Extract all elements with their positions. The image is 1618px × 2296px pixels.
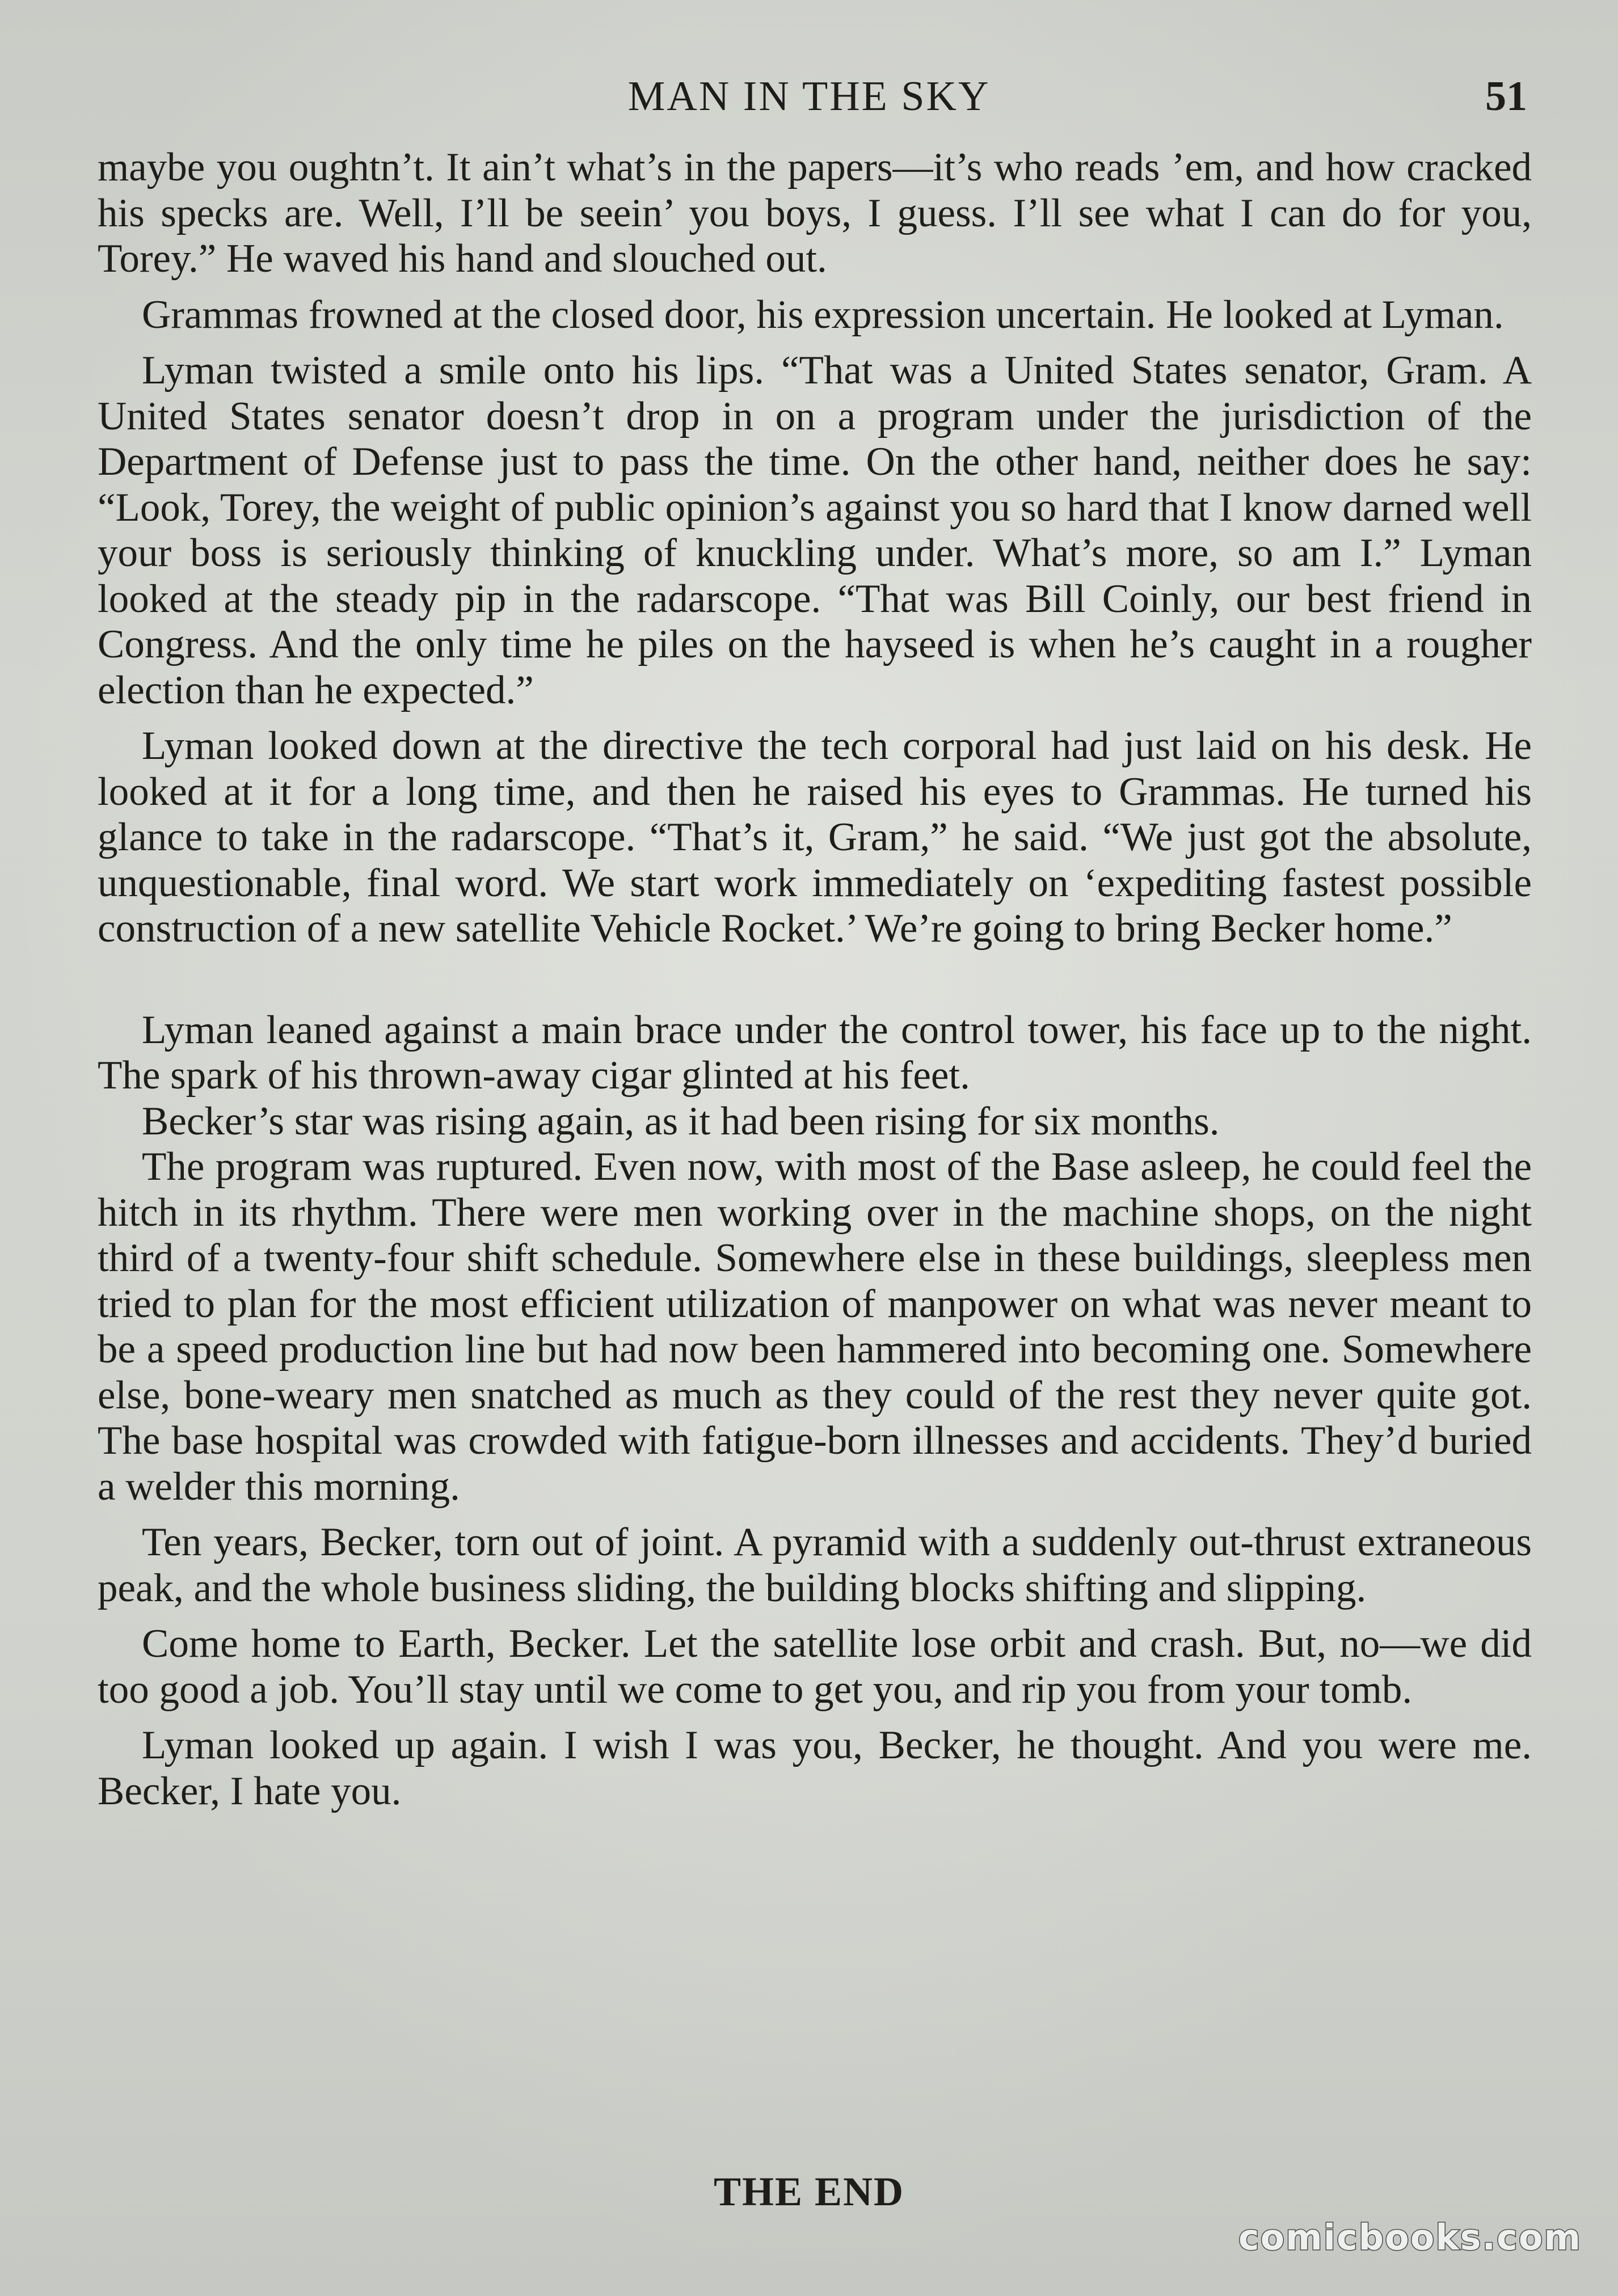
- paragraph-4: Lyman looked down at the directive the tech corporal had just laid on his desk. He looked at it for a long time, and then he raised his eyes to Grammas. He turned his glance to take in the radarscope. “That’s it, Gram,” he said. “We just got the absolute, unquestionable, final word. We start work immediately on ‘expediting fastest possible construction of a new satellite Vehicle Rocket.’ We’re going to bring Becker home.”: [98, 724, 1532, 951]
- paragraph-2: Grammas frowned at the closed door, his expression uncertain. He looked at Lyman.: [142, 292, 1504, 337]
- running-title: MAN IN THE SKY: [627, 73, 991, 120]
- paragraph-10: Lyman looked up again. I wish I was you, Becker, he thought. And you were me. Becker, I hate you.: [98, 1723, 1532, 1813]
- page-header: [0, 73, 1618, 124]
- paragraph-5: Lyman leaned against a main brace under the control tower, his face up to the night. The spark of his thrown-away cigar glinted at his feet.: [98, 1007, 1532, 1098]
- story-text: [98, 145, 1532, 1824]
- paragraph-6: Becker’s star was rising again, as it had been rising for six months.: [142, 1099, 1220, 1143]
- paragraph-3: Lyman twisted a smile onto his lips. “That was a United States senator, Gram. A United States senator doesn’t drop in on a program under the jurisdiction of the Department of Defense just to pass the time. On the other hand, neither does he say: “Look, Torey, the weight of public opinion’s against you so hard that I know darned well your boss is seriously thinking of knuckling under. What’s more, so am I.” Lyman looked at the steady pip in the radarscope. “That was Bill Coinly, our best friend in Congress. And the only time he piles on the hayseed is when he’s caught in a rougher election than he expected.”: [98, 348, 1532, 712]
- site-watermark: comicbooks.com: [1238, 2217, 1582, 2258]
- paragraph-9: Come home to Earth, Becker. Let the satellite lose orbit and crash. But, no—we did too good a job. You’ll stay until we come to get you, and rip you from your tomb.: [98, 1622, 1532, 1712]
- section-break: [98, 962, 1532, 1007]
- page-number: 51: [1485, 73, 1527, 120]
- paragraph-1: maybe you oughtn’t. It ain’t what’s in the papers—it’s who reads ’em, and how cracked his specks are. Well, I’ll be seein’ you boys, I guess. I’ll see what I can do for you, Torey.” He waved his hand and slouched out.: [98, 145, 1532, 281]
- paragraph-7: The program was ruptured. Even now, with most of the Base asleep, he could feel the hitch in its rhythm. There were men working over in the machine shops, on the night third of a twenty-four shift schedule. Somewhere else in these buildings, sleepless men tried to plan for the most efficient utilization of manpower on what was never meant to be a speed production line but had now been hammered into becoming one. Somewhere else, bone-weary men snatched as much as they could of the rest they never quite got. The base hospital was crowded with fatigue-born illnesses and accidents. They’d buried a welder this morning.: [98, 1145, 1532, 1509]
- the-end-label: THE END: [713, 2169, 905, 2214]
- paragraph-8: Ten years, Becker, torn out of joint. A pyramid with a suddenly out-thrust extraneous peak, and the whole business sliding, the building blocks shifting and slipping.: [98, 1520, 1532, 1610]
